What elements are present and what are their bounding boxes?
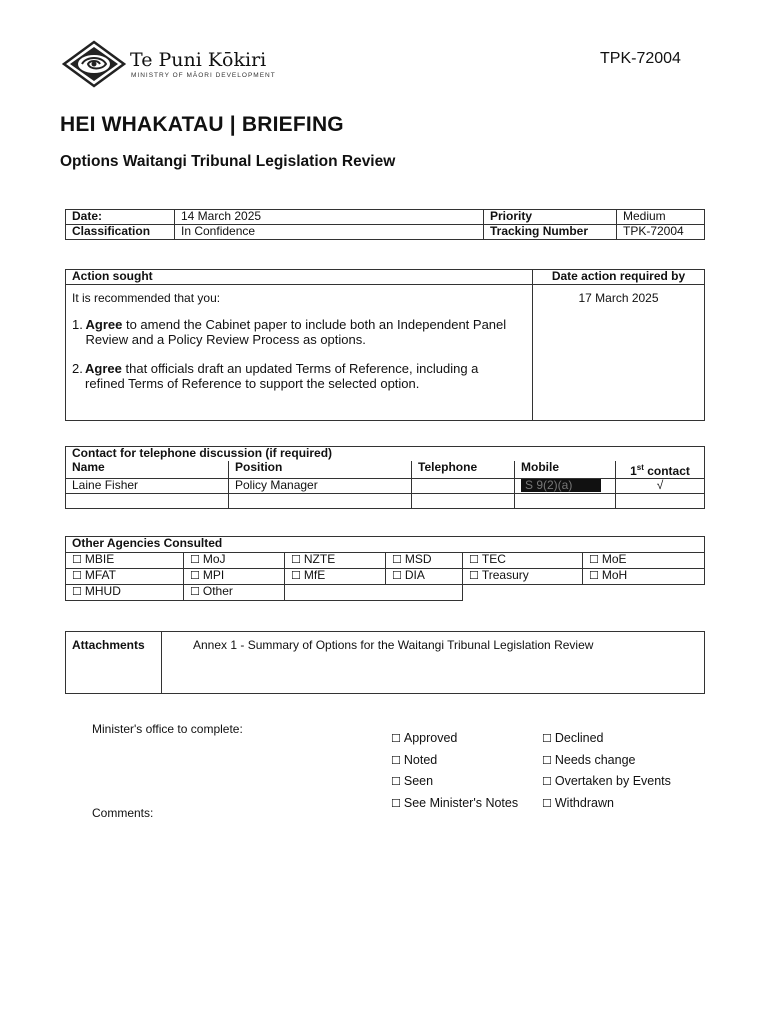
recommendation-text: that officials draft an updated Terms of Reference, including a refined Terms of Reference to support the selected option. xyxy=(85,361,479,391)
agency-mfe[interactable] xyxy=(285,569,386,585)
status-see-ministers-notes[interactable] xyxy=(391,793,518,815)
date-required-value: 17 March 2025 xyxy=(533,285,705,421)
agency-label: MFAT xyxy=(84,568,116,582)
page-title: HEI WHAKATAU | BRIEFING xyxy=(60,113,344,136)
agency-mfat[interactable] xyxy=(66,569,184,585)
agency-label: MSD xyxy=(404,552,432,566)
status-declined[interactable] xyxy=(542,728,671,750)
checkbox-icon[interactable]: ☐ xyxy=(72,553,82,566)
agency-dia[interactable] xyxy=(386,569,463,585)
checkbox-icon[interactable]: ☐ xyxy=(589,569,599,582)
status-withdrawn[interactable] xyxy=(542,793,671,815)
checkbox-icon[interactable]: ☐ xyxy=(542,775,552,788)
agency-moh[interactable] xyxy=(583,569,705,585)
checkbox-icon[interactable]: ☐ xyxy=(72,569,82,582)
checkbox-icon[interactable]: ☐ xyxy=(392,569,402,582)
status-label: Seen xyxy=(403,774,434,788)
agency-other[interactable] xyxy=(184,585,285,601)
document-reference: TPK-72004 xyxy=(600,50,681,67)
checkbox-icon[interactable]: ☐ xyxy=(391,732,401,745)
action-header: Action sought xyxy=(66,270,533,285)
recommendation-verb: Agree xyxy=(85,317,123,332)
recommendation-verb: Agree xyxy=(85,361,122,376)
date-value: 14 March 2025 xyxy=(175,210,484,225)
checkbox-icon[interactable]: ☐ xyxy=(391,796,401,810)
agency-msd[interactable] xyxy=(386,553,463,569)
agency-moj[interactable] xyxy=(184,553,285,569)
recommendation-number: 1. xyxy=(72,317,83,332)
agency-label: MoJ xyxy=(202,552,226,566)
agency-mpi[interactable] xyxy=(184,569,285,585)
checkbox-icon[interactable]: ☐ xyxy=(469,569,479,582)
checkbox-icon[interactable]: ☐ xyxy=(391,753,401,767)
agency-nzte[interactable] xyxy=(285,553,386,569)
status-noted[interactable] xyxy=(391,750,518,772)
agency-treasury[interactable] xyxy=(463,569,583,585)
empty-cell xyxy=(66,494,229,509)
contact-table xyxy=(65,446,705,509)
attachments-table xyxy=(65,631,705,694)
agency-label: MPI xyxy=(202,568,225,582)
comments-label: Comments: xyxy=(92,806,154,820)
status-label: Overtaken by Events xyxy=(554,774,671,788)
minister-status-right xyxy=(542,728,671,814)
checkbox-icon[interactable]: ☐ xyxy=(291,569,301,582)
classification-label: Classification xyxy=(66,225,175,240)
col-mobile-header: Mobile xyxy=(515,461,616,479)
agency-tec[interactable] xyxy=(463,553,583,569)
meta-table xyxy=(65,209,705,240)
agency-mbie[interactable] xyxy=(66,553,184,569)
agency-label: DIA xyxy=(404,568,425,582)
status-needs-change[interactable] xyxy=(542,750,671,772)
tracking-value: TPK-72004 xyxy=(617,225,705,240)
agencies-table xyxy=(65,536,705,601)
recommendation-intro: It is recommended that you: xyxy=(72,291,221,305)
status-label: Declined xyxy=(554,731,604,745)
recommendation-item xyxy=(72,361,518,391)
minister-status-left xyxy=(391,728,518,814)
status-label: Withdrawn xyxy=(554,795,614,810)
priority-value: Medium xyxy=(617,210,705,225)
te-puni-kokiri-logo xyxy=(62,40,282,88)
col-position-header: Position xyxy=(229,461,412,479)
contact-position: Policy Manager xyxy=(229,479,412,494)
empty-cell xyxy=(463,585,705,601)
recommendations-cell xyxy=(66,285,533,421)
redacted-mobile: S 9(2)(a) xyxy=(521,479,601,492)
empty-cell xyxy=(616,494,705,509)
checkbox-icon[interactable]: ☐ xyxy=(391,775,401,788)
agency-label: NZTE xyxy=(303,552,336,566)
tracking-label: Tracking Number xyxy=(484,225,617,240)
agency-label: Treasury xyxy=(481,568,529,582)
priority-label: Priority xyxy=(484,210,617,225)
agency-label: MoE xyxy=(601,552,627,566)
logo-emblem-icon xyxy=(62,40,126,88)
checkbox-icon[interactable]: ☐ xyxy=(589,553,599,566)
checkbox-icon[interactable]: ☐ xyxy=(190,553,200,566)
agency-label: MfE xyxy=(303,568,326,582)
attachments-label: Attachments xyxy=(66,632,162,694)
checkbox-icon[interactable]: ☐ xyxy=(542,732,552,745)
date-required-header: Date action required by xyxy=(533,270,705,285)
checkbox-icon[interactable]: ☐ xyxy=(392,553,402,566)
col-name-header: Name xyxy=(66,461,229,479)
checkbox-icon[interactable]: ☐ xyxy=(291,553,301,566)
checkbox-icon[interactable]: ☐ xyxy=(72,585,82,598)
checkbox-icon[interactable]: ☐ xyxy=(542,753,552,767)
checkbox-icon[interactable]: ☐ xyxy=(190,585,200,598)
agencies-header: Other Agencies Consulted xyxy=(66,537,705,553)
status-seen[interactable] xyxy=(391,771,518,793)
recommendation-text: to amend the Cabinet paper to include both an Independent Panel Review and a Policy Review Process as options. xyxy=(85,317,507,347)
status-label: Approved xyxy=(403,731,458,745)
page-subtitle: Options Waitangi Tribunal Legislation Review xyxy=(60,153,396,170)
contact-name: Laine Fisher xyxy=(66,479,229,494)
empty-cell xyxy=(229,494,412,509)
empty-cell xyxy=(412,494,515,509)
checkbox-icon[interactable]: ☐ xyxy=(190,569,200,582)
checkbox-icon[interactable]: ☐ xyxy=(469,553,479,566)
status-label: Noted xyxy=(403,752,438,767)
checkbox-icon[interactable]: ☐ xyxy=(542,796,552,810)
date-label: Date: xyxy=(66,210,175,225)
empty-cell xyxy=(515,494,616,509)
agency-label: MoH xyxy=(601,568,628,582)
status-label: Needs change xyxy=(554,752,636,767)
col-first-contact-header: 1st contact xyxy=(616,461,705,479)
agency-other-field[interactable] xyxy=(285,585,463,601)
agency-label: MHUD xyxy=(84,584,121,598)
col-telephone-header: Telephone xyxy=(412,461,515,479)
org-subtitle: MINISTRY OF MĀORI DEVELOPMENT xyxy=(131,72,276,79)
minister-office-label: Minister's office to complete: xyxy=(92,722,243,736)
status-label: See Minister's Notes xyxy=(403,795,519,810)
agency-label: MBIE xyxy=(84,552,115,566)
classification-value: In Confidence xyxy=(175,225,484,240)
org-name: Te Puni Kōkiri xyxy=(130,49,267,71)
contact-telephone xyxy=(412,479,515,494)
action-table xyxy=(65,269,705,421)
agency-label: Other xyxy=(202,584,233,598)
first-contact-check: √ xyxy=(616,479,705,494)
status-overtaken-by-events[interactable] xyxy=(542,771,671,793)
recommendation-number: 2. xyxy=(72,361,83,376)
recommendation-item xyxy=(72,317,518,347)
agency-mhud[interactable] xyxy=(66,585,184,601)
agency-label: TEC xyxy=(481,552,506,566)
contact-mobile xyxy=(515,479,616,494)
attachments-value: Annex 1 - Summary of Options for the Waitangi Tribunal Legislation Review xyxy=(162,632,705,694)
contact-header: Contact for telephone discussion (if required) xyxy=(66,447,705,462)
agency-moe[interactable] xyxy=(583,553,705,569)
status-approved[interactable] xyxy=(391,728,518,750)
